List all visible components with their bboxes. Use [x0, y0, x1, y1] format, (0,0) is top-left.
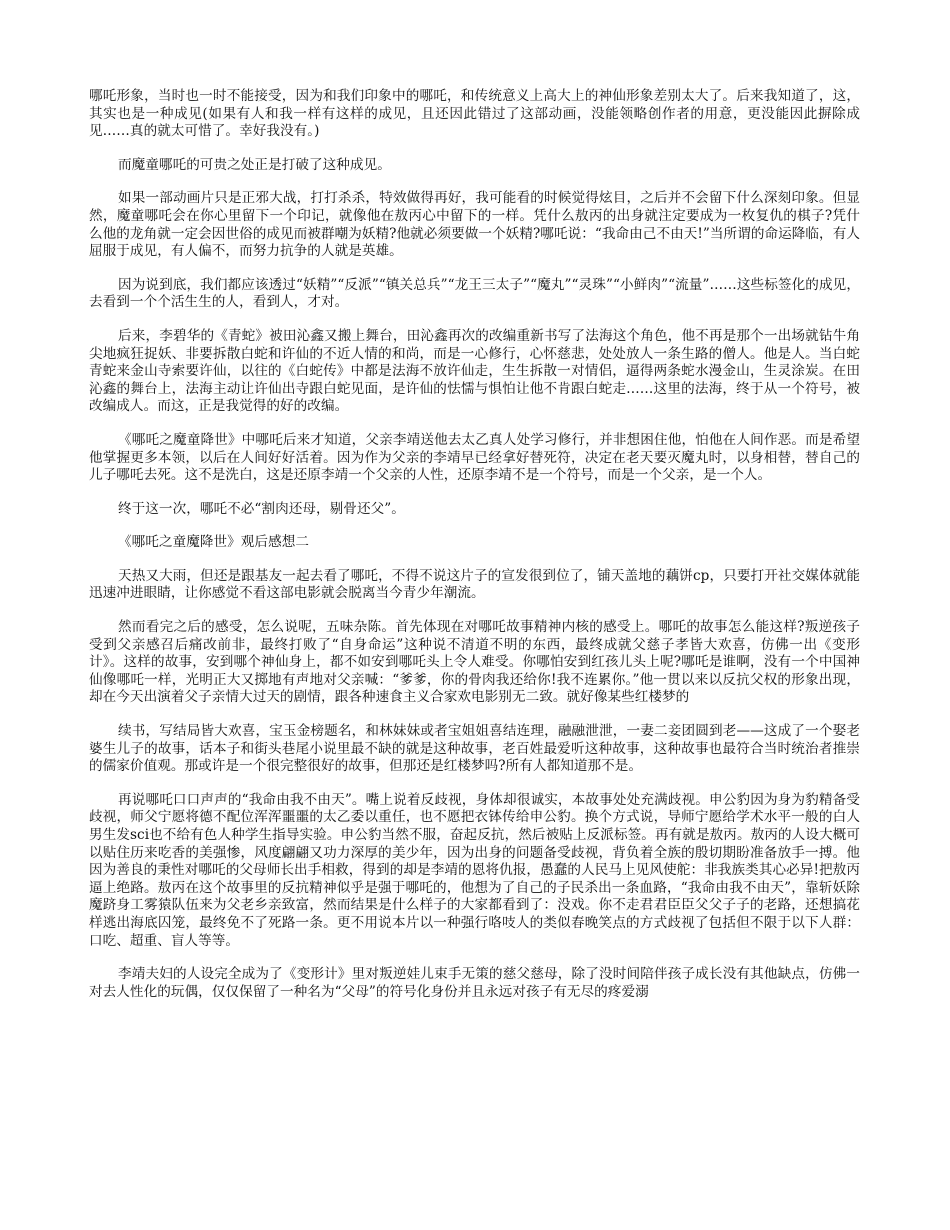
paragraph-12: 再说哪吒口口声声的“我命由我不由天”。嘴上说着反歧视，身体却很诚实，本故事处处充满歧视。申公豹因为身为豹精备受歧视，师父宁愿将德不配位浑浑噩噩的太乙委以重任，也不愿把衣钵传给申公豹。换个方式说，导师宁愿给学术水平一般的白人男生发sci也不给有色人种学生指导实验。申公豹当然不服，奋起反抗，然后被贴上反派标签。再有就是敖丙。敖丙的人设大概可以贴住历来吃香的美强惨，风度翩翩又功力深厚的美少年，因为出身的问题备受歧视，背负着全族的殷切期盼准备放手一搏。他因为善良的秉性对哪吒的父母师长出手相救，得到的却是李靖的恩将仇报，愚蠢的人民马上见风使舵：非我族类其心必异!把敖丙逼上绝路。敖丙在这个故事里的反抗精神似乎是强于哪吒的，他想为了自己的子民杀出一条血路，“我命由我不由天”，靠斩妖除魔跻身工雾猿队伍来为父老乡亲致富，然而结果是什么样子的大家都看到了：没戏。你不走君君臣臣父父子子的老路，还想搞花样逃出海底囚笼，最终免不了死路一条。更不用说本片以一种强行咯吱人的类似春晚笑点的方式歧视了包括但不限于以下人群：口吃、超重、盲人等等。: [89, 791, 860, 949]
paragraph-13: 李靖夫妇的人设完全成为了《变形计》里对叛逆娃儿束手无策的慈父慈母，除了没时间陪伴孩子成长没有其他缺点，仿佛一对去人性化的玩偶，仅仅保留了一种名为“父母”的符号化身份并且永远对孩子有无尽的疼爱溺: [89, 966, 860, 1000]
paragraph-11: 续书，写结局皆大欢喜，宝玉金榜题名，和林妹妹或者宝姐姐喜结连理，融融泄泄，一妻二妾团圆到老——这成了一个娶老婆生儿子的故事，话本子和街头巷尾小说里最不缺的就是这种故事，老百姓最爱听这种故事，这种故事也最符合当时统治者推崇的儒家价值观。那或许是一个很完整很好的故事，但那还是红楼梦吗?所有人都知道那不是。: [89, 723, 860, 775]
paragraph-1: 哪吒形象，当时也一时不能接受，因为和我们印象中的哪吒，和传统意义上高大上的神仙形象差别太大了。后来我知道了，这，其实也是一种成见(如果有人和我一样有这样的成见，且还因此错过了这部动画，没能领略创作者的用意，更没能因此摒除成见……真的就太可惜了。幸好我没有。): [89, 88, 860, 140]
paragraph-6: 《哪吒之魔童降世》中哪吒后来才知道，父亲李靖送他去太乙真人处学习修行，并非想困住他，怕他在人间作恶。而是希望他掌握更多本领，以后在人间好好活着。因为作为父亲的李靖早已经拿好替死符，决定在老天要灭魔丸时，以身相替，替自己的儿子哪吒去死。这不是洗白，这是还原李靖一个父亲的人性，还原李靖不是一个符号，而是一个父亲，是一个人。: [89, 431, 860, 484]
paragraph-7: 终于这一次，哪吒不必“割肉还母，剔骨还父”。: [118, 500, 405, 517]
paragraph-3: 如果一部动画片只是正邪大战，打打杀杀，特效做得再好，我可能看的时候觉得炫目，之后并不会留下什么深刻印象。但显然，魔童哪吒会在你心里留下一个印记，就像他在敖丙心中留下的一样。凭什么敖丙的出身就注定要成为一枚复仇的棋子?凭什么他的龙角就一定会因世俗的成见而被群嘲为妖精?他就必须要做一个妖精?哪吒说：“我命由己不由天!”当所谓的命运降临，有人屈服于成见，有人偏不，而努力抗争的人就是英雄。: [89, 190, 860, 260]
paragraph-2: 而魔童哪吒的可贵之处正是打破了这种成见。: [118, 156, 391, 173]
paragraph-9: 天热又大雨，但还是跟基友一起去看了哪吒，不得不说这片子的宣发很到位了，铺天盖地的藕饼cp，只要打开社交媒体就能迅速冲进眼睛，让你感觉不看这部电影就会脱离当今青少年潮流。: [89, 567, 860, 602]
paragraph-5: 后来，李碧华的《青蛇》被田沁鑫又搬上舞台，田沁鑫再次的改编重新书写了法海这个角色，他不再是那个一出场就钻牛角尖地疯狂捉妖、非要拆散白蛇和许仙的不近人情的和尚，而是一心修行，心怀慈悲，处处放人一条生路的僧人。他是人。当白蛇青蛇来金山寺索要许仙，以往的《白蛇传》中都是法海不放许仙走，生生拆散一对情侣，逼得两条蛇水漫金山，生灵涂炭。在田沁鑫的舞台上，法海主动让许仙出寺跟白蛇见面，是许仙的怯懦与惧怕让他不肯跟白蛇走……这里的法海，终于从一个符号，被改编成人。而这，正是我觉得的好的改编。: [89, 327, 860, 415]
section-heading: 《哪吒之童魔降世》观后感想二: [118, 534, 310, 551]
paragraph-10: 然而看完之后的感受，怎么说呢，五味杂陈。首先体现在对哪吒故事精神内核的感受上。哪吒的故事怎么能这样?叛逆孩子受到父亲感召后痛改前非，最终打败了“自身命运”这种说不清道不明的东西，最终成就父慈子孝皆大欢喜，仿佛一出《变形计》。这样的故事，安到哪个神仙身上，都不如安到哪吒头上令人难受。你哪怕安到红孩儿头上呢?哪吒是谁啊，没有一个中国神仙像哪吒一样，光明正大又掷地有声地对父亲喊：“爹爹，你的骨肉我还给你!我不连累你。”他一贯以来以反抗父权的形象出现，却在今天出演着父子亲情大过天的剧情，跟各种速食主义合家欢电影别无二致。就好像某些红楼梦的: [89, 619, 860, 706]
paragraph-4: 因为说到底，我们都应该透过“妖精”“反派”“镇关总兵”“龙王三太子”“魔丸”“灵珠”“小鲜肉”“流量”……这些标签化的成见，去看到一个个活生生的人，看到人，才对。: [89, 276, 860, 311]
